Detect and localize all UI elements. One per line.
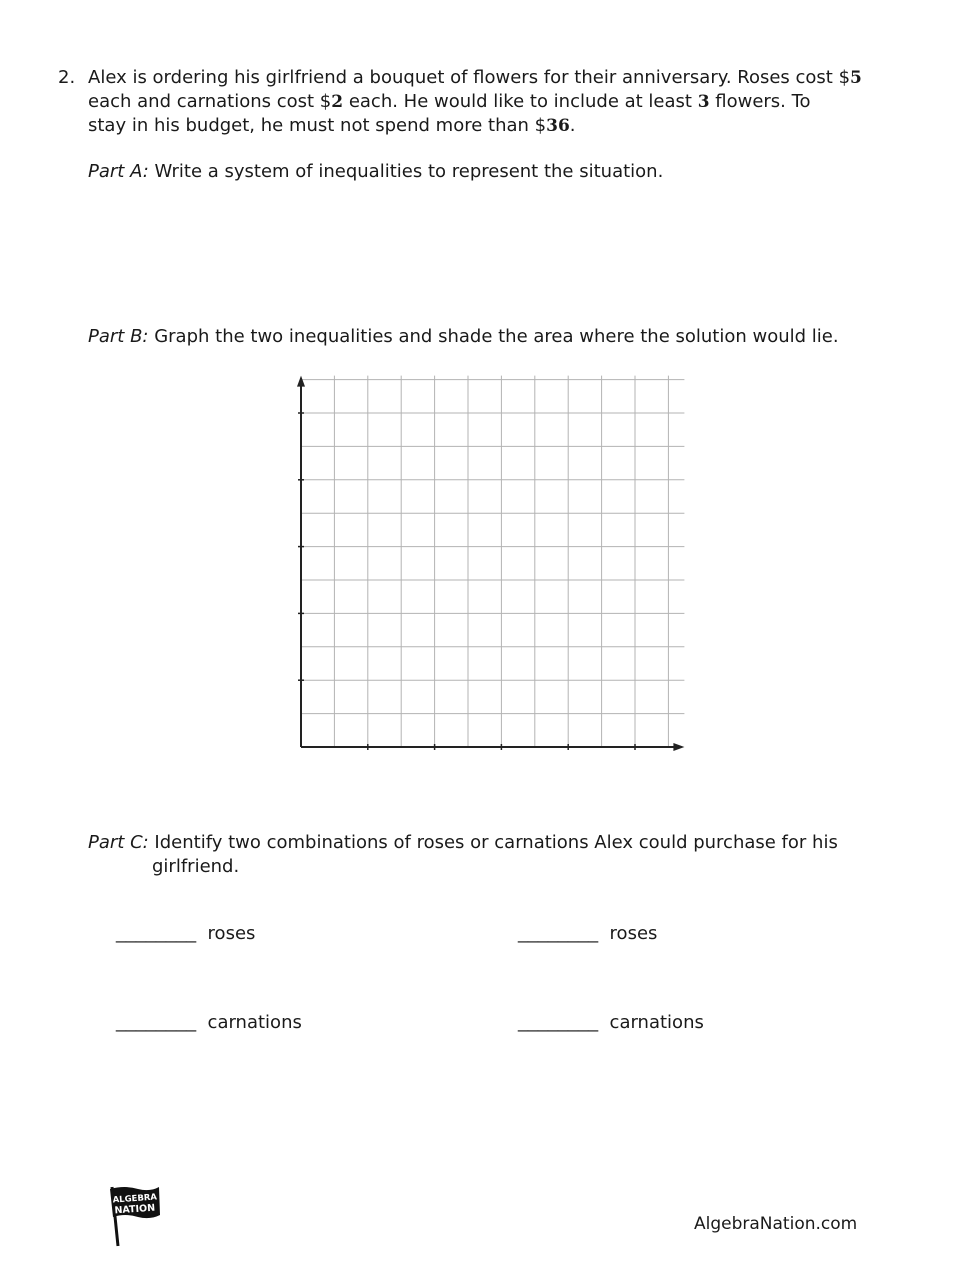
part-a-text: Write a system of inequalities to represent the situation.: [148, 161, 664, 182]
combo-2-carnations: [518, 1010, 704, 1035]
question-line-3: [88, 114, 576, 138]
answer-blank[interactable]: ________: [116, 923, 197, 943]
question-line-2: [88, 90, 811, 114]
question-text: .: [569, 115, 576, 136]
grid-lines: [301, 376, 684, 747]
carnations-label: carnations: [609, 1012, 704, 1033]
roses-label: roses: [609, 923, 658, 944]
part-c-prompt: [88, 831, 838, 855]
question-text: each and carnations cost $: [88, 91, 332, 112]
part-b-label: Part B:: [88, 326, 149, 347]
axes: [297, 376, 684, 751]
combo-2-roses: [518, 921, 657, 946]
algebra-nation-logo: [100, 1183, 170, 1249]
part-c-label: Part C:: [88, 832, 149, 853]
y-axis-arrow-icon: [297, 376, 305, 387]
answer-blank[interactable]: ________: [518, 923, 599, 943]
question-number: 2.: [58, 67, 76, 88]
question-text: Alex is ordering his girlfriend a bouquet of flowers for their anniversary. Roses cost $: [88, 67, 851, 88]
x-axis-arrow-icon: [673, 743, 684, 751]
budget: 36: [546, 116, 570, 136]
website-link[interactable]: AlgebraNation.com: [694, 1214, 858, 1234]
roses-label: roses: [207, 923, 256, 944]
question-text: each. He would like to include at least: [343, 91, 698, 112]
question-text: flowers. To: [709, 91, 811, 112]
combo-1-roses: [116, 921, 255, 946]
part-a-prompt: [88, 160, 663, 184]
logo-text-top: ALGEBRA: [112, 1192, 158, 1206]
logo-text-bottom: NATION: [114, 1202, 156, 1217]
coordinate-grid[interactable]: [290, 370, 690, 760]
answer-blank[interactable]: ________: [116, 1012, 197, 1032]
part-b-prompt: [88, 325, 839, 349]
question-text: stay in his budget, he must not spend more than $: [88, 115, 547, 136]
part-c-text: Identify two combinations of roses or carnations Alex could purchase for his: [148, 832, 838, 853]
question-line-1: [88, 66, 862, 90]
answer-blank[interactable]: ________: [518, 1012, 599, 1032]
carnation-cost: 2: [331, 92, 344, 112]
min-flowers: 3: [697, 92, 710, 112]
part-c-text-line-2: girlfriend.: [152, 856, 240, 877]
carnations-label: carnations: [207, 1012, 302, 1033]
rose-cost: 5: [850, 68, 862, 88]
combo-1-carnations: [116, 1010, 302, 1035]
part-b-text: Graph the two inequalities and shade the area where the solution would lie.: [148, 326, 839, 347]
part-a-label: Part A:: [88, 161, 149, 182]
